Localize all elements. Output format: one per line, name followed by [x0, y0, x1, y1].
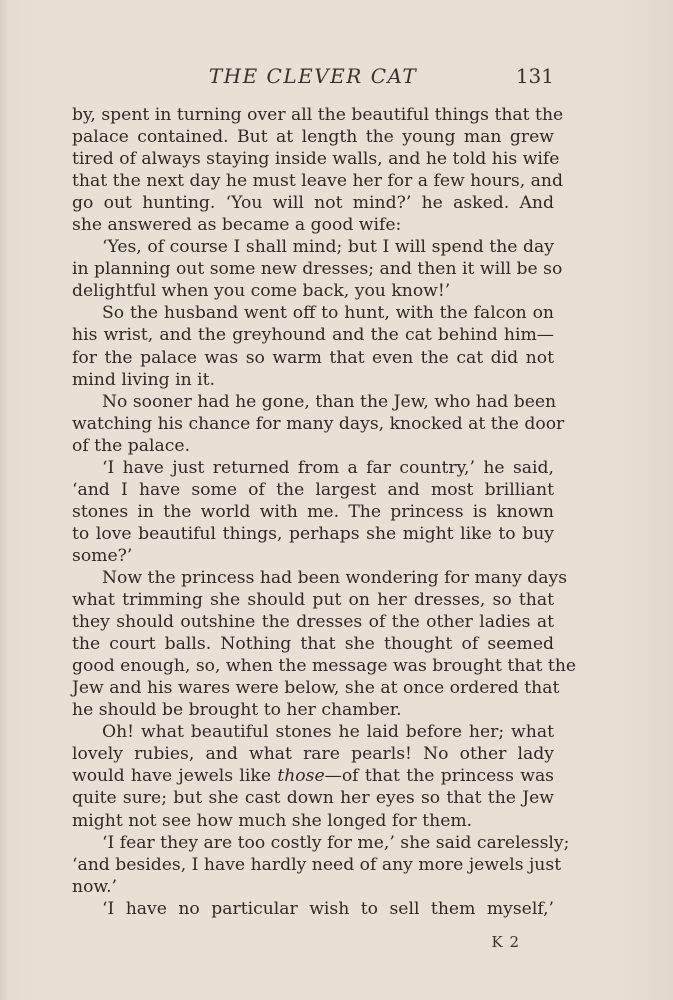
text-line: ‘and I have some of the largest and most brilliant [72, 479, 554, 500]
text-line: No sooner had he gone, than the Jew, who had been [102, 391, 557, 412]
page-header [72, 62, 554, 90]
text-line: ‘and besides, I have hardly need of any more jewels just [72, 854, 562, 875]
text-line: for the palace was so warm that even the cat did not [72, 347, 554, 368]
text-line: of the palace. [72, 435, 191, 456]
text-line: watching his chance for many days, knocked at the door [72, 413, 565, 434]
text-line: Now the princess had been wondering for many days [102, 567, 568, 588]
text-line: So the husband went off to hunt, with the falcon on [102, 303, 554, 324]
text-line: ‘I have no particular wish to sell them myself,’ [102, 898, 554, 919]
text-line: Jew and his wares were below, she at once ordered that [72, 678, 560, 699]
text-line: tired of always staying inside walls, and he told his wife [72, 149, 560, 170]
signature-label: K 2 [491, 933, 520, 951]
running-title: THE CLEVER CAT [208, 64, 418, 88]
text-line: lovely rubies, and what rare pearls! No other lady [72, 744, 554, 765]
text-line: he should be brought to her chamber. [72, 700, 402, 721]
signature-mark [72, 933, 554, 951]
text-line: palace contained. But at length the young man grew [72, 127, 554, 148]
emphasis-word: those [277, 766, 325, 787]
text-line: quite sure; but she cast down her eyes so that the Jew [72, 788, 554, 809]
page-number: 131 [515, 64, 554, 88]
text-line: ‘I fear they are too costly for me,’ she said carelessly; [102, 832, 570, 853]
text-line: stones in the world with me. The princess is known [72, 501, 554, 522]
text-line: now.’ [72, 876, 118, 897]
text-line: Oh! what beautiful stones he laid before her; what [102, 722, 554, 743]
text-line: she answered as became a good wife: [72, 215, 402, 236]
text-line: in planning out some new dresses; and then it will be so [72, 259, 563, 280]
text-line: go out hunting. ‘You will not mind?’ he asked. And [72, 193, 554, 214]
text-line: ‘I have just returned from a far country,’ he said, [102, 457, 554, 478]
body-text [72, 104, 577, 920]
text-line: might not see how much she longed for them. [72, 810, 473, 831]
text-line: by, spent in turning over all the beautiful things that the [72, 105, 564, 125]
text-line: to love beautiful things, perhaps she might like to buy [72, 523, 554, 544]
text-line: mind living in it. [72, 369, 215, 390]
text-line: good enough, so, when the message was brought that the [72, 656, 577, 677]
text-line: they should outshine the dresses of the other ladies at [72, 612, 554, 633]
text-line: that the next day he must leave her for a few hours, and [72, 171, 563, 192]
text-line: what trimming she should put on her dresses, so that [72, 590, 554, 611]
text-line: would have jewels like those—of that the princess was [72, 766, 555, 787]
text-line: some?’ [72, 545, 133, 566]
text-line: the court balls. Nothing that she thought of seemed [72, 634, 554, 655]
text-line: ‘Yes, of course I shall mind; but I will spend the day [102, 237, 554, 258]
text-line: delightful when you come back, you know!’ [72, 281, 451, 302]
text-line: his wrist, and the greyhound and the cat behind him— [72, 325, 554, 346]
